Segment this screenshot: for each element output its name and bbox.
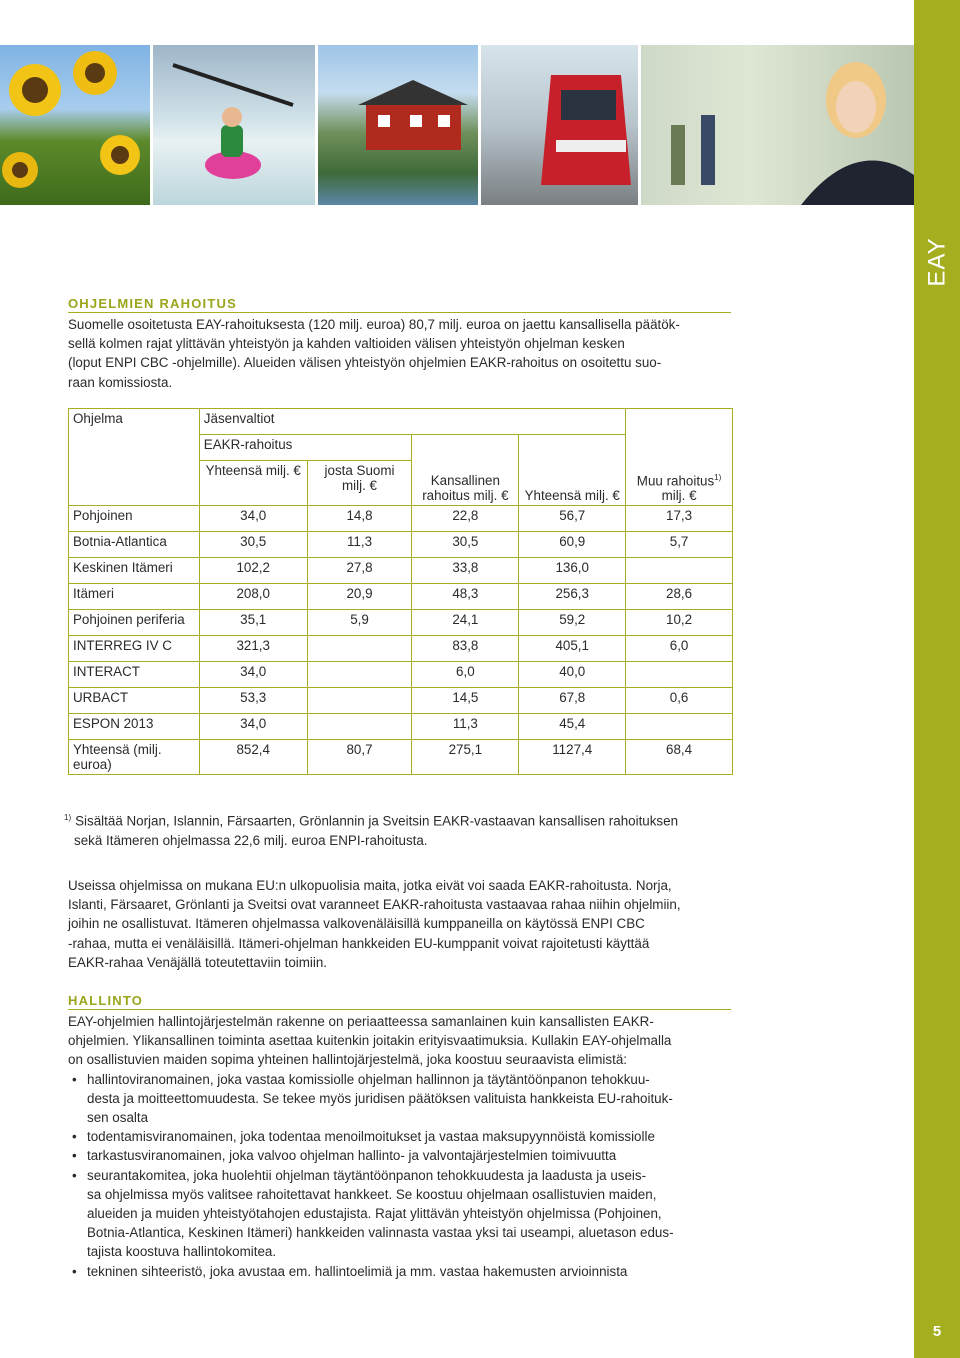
cell-yhteensa: 34,0 (199, 506, 307, 532)
cell-kansallinen: 14,5 (412, 688, 519, 714)
text-line: joihin ne osallistuvat. Itämeren ohjelmassa valkovenäläisillä kumppaneilla on käytössä ENPI CBC (68, 916, 645, 932)
footnote-line: sekä Itämeren ohjelmassa 22,6 milj. euroa ENPI-rahoitusta. (74, 832, 428, 848)
cell-yhteensa-2: 405,1 (519, 636, 626, 662)
bullet-item (68, 1146, 733, 1165)
cell-josta-suomi (307, 636, 412, 662)
bullet-item (68, 1166, 733, 1262)
cell-yhteensa-2: 59,2 (519, 610, 626, 636)
cell-ohjelma: INTERREG IV C (69, 636, 200, 662)
section-tab-label: EAY (924, 237, 951, 287)
cell-ohjelma: ESPON 2013 (69, 714, 200, 740)
table-body (69, 506, 733, 775)
cell-yhteensa-2: 67,8 (519, 688, 626, 714)
text-line: Useissa ohjelmissa on mukana EU:n ulkopuolisia maita, jotka eivät voi saada EAKR-rahoitusta. Norja, (68, 878, 672, 893)
header-muu-sup: 1) (714, 472, 722, 482)
cell-yhteensa-2: 56,7 (519, 506, 626, 532)
header-ohjelma: Ohjelma (69, 409, 200, 506)
header-jasenvaltiot: Jäsenvaltiot (199, 409, 625, 435)
cell-yhteensa: 102,2 (199, 558, 307, 584)
bullet-line: desta ja moitteettomuudesta. Se tekee myös juridisen päätöksen valituista hankkeista EU-rahoituk- (87, 1090, 673, 1106)
header-kansallinen: Kansallinen rahoitus milj. € (412, 435, 519, 506)
cell-josta-suomi: 20,9 (307, 584, 412, 610)
cell-muu: 28,6 (626, 584, 733, 610)
bullet-list (68, 1070, 733, 1281)
bullet-line: • tarkastusviranomainen, joka valvoo ohjelman hallinto- ja valvontajärjestelmien toimivuutta (87, 1148, 617, 1164)
cell-muu: 17,3 (626, 506, 733, 532)
header-josta-suomi: josta Suomi milj. € (307, 461, 412, 506)
table-row (69, 532, 733, 558)
cell-josta-suomi: 27,8 (307, 558, 412, 584)
table-row (69, 740, 733, 775)
cell-josta-suomi: 11,3 (307, 532, 412, 558)
page-number: 5 (932, 1323, 942, 1340)
table-row (69, 610, 733, 636)
section-rule (68, 1009, 731, 1010)
table-row (69, 662, 733, 688)
table-row (69, 714, 733, 740)
section-rule (68, 312, 731, 313)
bullet-item (68, 1262, 733, 1281)
cell-kansallinen: 30,5 (412, 532, 519, 558)
cell-josta-suomi: 80,7 (307, 740, 412, 775)
header-yhteensa-1: Yhteensä milj. € (199, 461, 307, 506)
table-row (69, 584, 733, 610)
kayaker-photo (153, 45, 315, 205)
hallinto-paragraph (68, 1012, 733, 1281)
funding-table (68, 408, 733, 775)
cell-muu (626, 662, 733, 688)
cell-ohjelma: Pohjoinen periferia (69, 610, 200, 636)
header-yhteensa-2: Yhteensä milj. € (519, 435, 626, 506)
bullet-line: alueiden ja muiden yhteistyötahojen edustajista. Rajat ylittävän yhteistyön ohjelmissa (Pohjoinen, (87, 1206, 662, 1222)
header-muu (626, 409, 733, 506)
footnote-line (64, 808, 744, 831)
table-row (69, 506, 733, 532)
woman-photo (641, 45, 914, 205)
bullet-line: • tekninen sihteeristö, joka avustaa em. hallintoelimiä ja mm. vastaa hakemusten arvioinnista (87, 1263, 628, 1279)
cell-muu (626, 558, 733, 584)
cell-muu (626, 714, 733, 740)
cell-muu: 0,6 (626, 688, 733, 714)
cell-yhteensa-2: 136,0 (519, 558, 626, 584)
cell-ohjelma: INTERACT (69, 662, 200, 688)
text-line: EAKR-rahaa Venäjällä toteutettaviin toimiin. (68, 954, 328, 970)
text-line: Islanti, Färsaaret, Grönlanti ja Sveitsi ovat varanneet EAKR-rahoitusta vastaavaa rahaa niihin ohjelmiin, (68, 897, 681, 913)
cell-yhteensa-2: 60,9 (519, 532, 626, 558)
text-line: raan komissiosta. (68, 374, 173, 390)
cell-yhteensa: 321,3 (199, 636, 307, 662)
bullet-line: • todentamisviranomainen, joka todentaa menoilmoitukset ja vastaa maksupyynnöistä komissiolle (87, 1129, 655, 1145)
bullet-item (68, 1127, 733, 1146)
bullet-line: Botnia-Atlantica, Keskinen Itämeri) hankkeiden valinnasta vastaa yksi tai useampi, aluetason edus- (87, 1225, 674, 1241)
cell-muu: 10,2 (626, 610, 733, 636)
header-row (69, 409, 733, 435)
cell-ohjelma: Keskinen Itämeri (69, 558, 200, 584)
non-eu-paragraph (68, 876, 733, 972)
bullet-item (68, 1070, 733, 1128)
cell-yhteensa: 852,4 (199, 740, 307, 775)
cell-josta-suomi: 5,9 (307, 610, 412, 636)
bullet-line: sa ohjelmissa myös valitsee rahoitettavat hankkeet. Se koostuu ohjelmaan osallistuvien maiden, (87, 1186, 657, 1202)
section-title-hallinto: HALLINTO (68, 993, 144, 1008)
cell-kansallinen: 48,3 (412, 584, 519, 610)
cell-yhteensa: 35,1 (199, 610, 307, 636)
intro-paragraph (68, 315, 733, 392)
sunflowers-photo (0, 45, 150, 205)
cell-kansallinen: 275,1 (412, 740, 519, 775)
header-eakr: EAKR-rahoitus (199, 435, 412, 461)
cell-kansallinen: 83,8 (412, 636, 519, 662)
cell-muu: 68,4 (626, 740, 733, 775)
cell-yhteensa: 34,0 (199, 714, 307, 740)
text-line: sellä kolmen rajat ylittävän yhteistyön ja kahden valtioiden välisen yhteistyön ohjelman kesken (68, 336, 625, 352)
table-row (69, 636, 733, 662)
text-line: (loput ENPI CBC -ohjelmille). Alueiden välisen yhteistyön ohjelmien EAKR-rahoitus on osoitettu suo- (68, 355, 662, 371)
section-title-rahoitus: OHJELMIEN RAHOITUS (68, 296, 237, 311)
cell-muu: 6,0 (626, 636, 733, 662)
text-line: EAY-ohjelmien hallintojärjestelmän rakenne on periaatteessa samanlainen kuin kansallisten EAKR- (68, 1014, 654, 1029)
cell-yhteensa: 34,0 (199, 662, 307, 688)
cell-kansallinen: 22,8 (412, 506, 519, 532)
text-line: Suomelle osoitetusta EAY-rahoituksesta (120 milj. euroa) 80,7 milj. euroa on jaettu kansallisella päätök- (68, 317, 680, 332)
side-bar (914, 0, 960, 1358)
train-photo (481, 45, 638, 205)
section-tab (923, 232, 953, 292)
header-muu-unit: milj. € (661, 488, 697, 503)
cell-ohjelma: Botnia-Atlantica (69, 532, 200, 558)
cell-josta-suomi (307, 714, 412, 740)
footnote-text: Sisältää Norjan, Islannin, Färsaarten, Grönlannin ja Sveitsin EAKR-vastaavan kansallisen rahoituksen (75, 813, 679, 829)
cell-kansallinen: 24,1 (412, 610, 519, 636)
cell-josta-suomi (307, 662, 412, 688)
cell-josta-suomi: 14,8 (307, 506, 412, 532)
cell-ohjelma: Itämeri (69, 584, 200, 610)
table-row (69, 688, 733, 714)
cell-yhteensa: 53,3 (199, 688, 307, 714)
header-muu-label: Muu rahoitus (636, 473, 715, 488)
photo-strip (0, 45, 914, 205)
table-footnote (64, 808, 744, 850)
cell-yhteensa-2: 40,0 (519, 662, 626, 688)
text-line: ohjelmien. Ylikansallinen toiminta asettaa kuitenkin joitakin erityisvaatimuksia. Kullakin EAY-ohjelmalla (68, 1033, 672, 1049)
cell-yhteensa: 208,0 (199, 584, 307, 610)
cell-yhteensa-2: 1127,4 (519, 740, 626, 775)
bullet-line: • hallintoviranomainen, joka vastaa komissiolle ohjelman hallinnon ja täytäntöönpanon tehokkuu- (87, 1071, 650, 1087)
cell-ohjelma: Pohjoinen (69, 506, 200, 532)
cell-yhteensa-2: 45,4 (519, 714, 626, 740)
text-line: on osallistuvien maiden sopima yhteinen hallintojärjestelmä, joka koostuu seuraavista elimistä: (68, 1052, 627, 1068)
red-house-photo (318, 45, 478, 205)
cell-kansallinen: 33,8 (412, 558, 519, 584)
footnote-marker: 1) (64, 813, 72, 822)
cell-kansallinen: 6,0 (412, 662, 519, 688)
table-row (69, 558, 733, 584)
bullet-line: • seurantakomitea, joka huolehtii ohjelman täytäntöönpanon tehokkuudesta ja laadusta ja useis- (87, 1167, 647, 1183)
cell-muu: 5,7 (626, 532, 733, 558)
cell-ohjelma: URBACT (69, 688, 200, 714)
cell-yhteensa: 30,5 (199, 532, 307, 558)
bullet-line: tajista koostuva hallintokomitea. (87, 1244, 277, 1260)
text-line: -rahaa, mutta ei venäläisillä. Itämeri-ohjelman hankkeiden EU-kumppanit voivat rajoitetusti käyttää (68, 935, 650, 951)
cell-kansallinen: 11,3 (412, 714, 519, 740)
cell-ohjelma: Yhteensä (milj. euroa) (69, 740, 200, 775)
bullet-line: sen osalta (87, 1110, 149, 1126)
cell-yhteensa-2: 256,3 (519, 584, 626, 610)
cell-josta-suomi (307, 688, 412, 714)
